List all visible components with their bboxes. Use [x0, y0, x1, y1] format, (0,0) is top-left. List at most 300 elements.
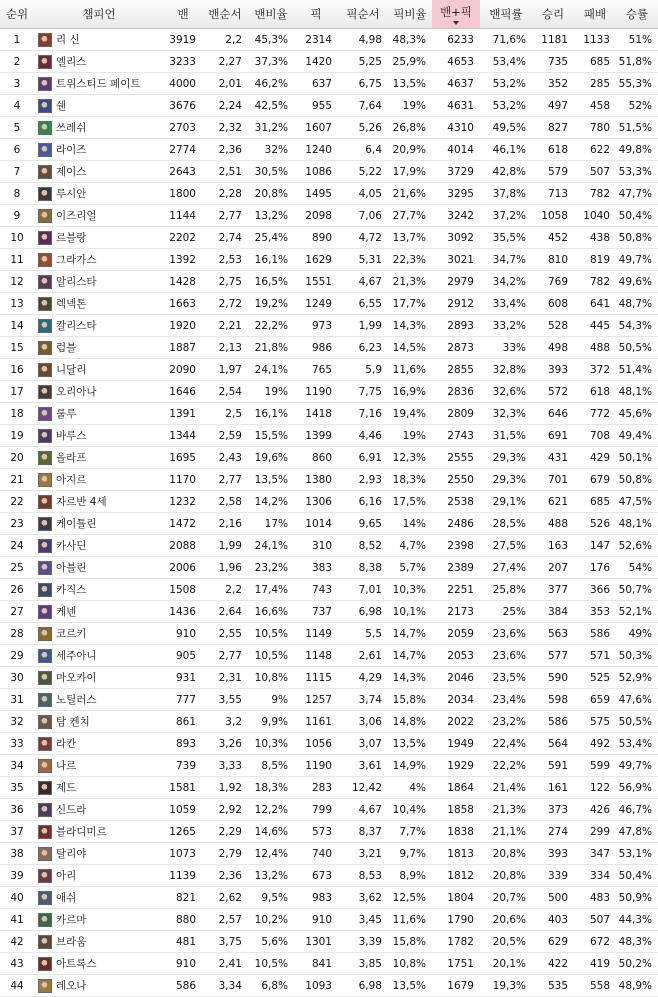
loss-cell: 782 [574, 271, 616, 293]
champion-name: 칼리스타 [56, 320, 97, 332]
champion-cell [34, 931, 164, 953]
ban-order-cell: 3,75 [202, 931, 248, 953]
ban-rate-cell: 17,4% [248, 579, 294, 601]
win-cell: 500 [532, 887, 574, 909]
rank-cell: 25 [0, 557, 34, 579]
champion-info [36, 582, 162, 597]
rank-cell: 11 [0, 249, 34, 271]
pick-cell: 910 [294, 909, 338, 931]
ban-cell: 1800 [164, 183, 202, 205]
ban-pick-rate-cell: 32,6% [480, 381, 532, 403]
champion-cell [34, 975, 164, 997]
champion-cell [34, 689, 164, 711]
champion-info [36, 274, 162, 289]
champion-info [36, 670, 162, 685]
ban-rate-cell: 46,2% [248, 73, 294, 95]
champion-cell [34, 645, 164, 667]
ban-order-cell: 2,24 [202, 95, 248, 117]
pick-order-cell: 4,98 [338, 29, 388, 51]
champion-cell [34, 535, 164, 557]
ban-pick-cell: 6233 [432, 29, 480, 51]
loss-cell: 285 [574, 73, 616, 95]
ban-cell: 905 [164, 645, 202, 667]
win-cell: 621 [532, 491, 574, 513]
pick-cell: 737 [294, 601, 338, 623]
win-cell: 701 [532, 469, 574, 491]
pick-order-cell: 3,62 [338, 887, 388, 909]
ban-pick-rate-cell: 53,2% [480, 95, 532, 117]
ban-pick-cell: 2173 [432, 601, 480, 623]
ban-pick-cell: 2486 [432, 513, 480, 535]
champion-portrait-icon [38, 627, 52, 641]
loss-cell: 672 [574, 931, 616, 953]
ban-rate-cell: 24,1% [248, 359, 294, 381]
header-pick[interactable]: 픽 [294, 0, 338, 29]
champion-info [36, 472, 162, 487]
table-row [0, 953, 658, 975]
pick-rate-cell: 26,8% [388, 117, 432, 139]
ban-order-cell: 2,74 [202, 227, 248, 249]
loss-cell: 685 [574, 51, 616, 73]
ban-order-cell: 2,62 [202, 887, 248, 909]
ban-pick-rate-cell: 29,1% [480, 491, 532, 513]
champion-cell [34, 601, 164, 623]
ban-pick-rate-cell: 34,2% [480, 271, 532, 293]
ban-pick-rate-cell: 20,7% [480, 887, 532, 909]
header-rank[interactable]: 순위 [0, 0, 34, 29]
header-win[interactable]: 승리 [532, 0, 574, 29]
pick-order-cell: 8,38 [338, 557, 388, 579]
header-loss[interactable]: 패배 [574, 0, 616, 29]
champion-name: 아리 [56, 870, 77, 882]
rank-cell: 31 [0, 689, 34, 711]
ban-cell: 893 [164, 733, 202, 755]
ban-pick-cell: 4310 [432, 117, 480, 139]
ban-rate-cell: 10,5% [248, 953, 294, 975]
champion-cell [34, 205, 164, 227]
ban-pick-cell: 2046 [432, 667, 480, 689]
champion-portrait-icon [38, 517, 52, 531]
ban-pick-rate-cell: 23,2% [480, 711, 532, 733]
ban-rate-cell: 13,2% [248, 205, 294, 227]
table-row [0, 689, 658, 711]
champion-info [36, 890, 162, 905]
pick-cell: 637 [294, 73, 338, 95]
pick-cell: 983 [294, 887, 338, 909]
champion-name: 라칸 [56, 738, 77, 750]
header-ban-rate[interactable]: 밴비율 [248, 0, 294, 29]
pick-cell: 2314 [294, 29, 338, 51]
ban-pick-cell: 1858 [432, 799, 480, 821]
pick-order-cell: 3,07 [338, 733, 388, 755]
ban-rate-cell: 12,4% [248, 843, 294, 865]
pick-cell: 1380 [294, 469, 338, 491]
ban-pick-cell: 4631 [432, 95, 480, 117]
champion-cell [34, 403, 164, 425]
win-rate-cell: 50,8% [616, 469, 658, 491]
ban-cell: 931 [164, 667, 202, 689]
champion-info [36, 824, 162, 839]
pick-rate-cell: 16,9% [388, 381, 432, 403]
pick-order-cell: 3,61 [338, 755, 388, 777]
pick-cell: 1301 [294, 931, 338, 953]
pick-cell: 1190 [294, 381, 338, 403]
win-cell: 352 [532, 73, 574, 95]
rank-cell: 8 [0, 183, 34, 205]
champion-cell [34, 667, 164, 689]
champion-portrait-icon [38, 891, 52, 905]
header-row [0, 0, 658, 29]
champion-name: 라이즈 [56, 144, 87, 156]
champion-cell [34, 711, 164, 733]
ban-pick-rate-cell: 32,8% [480, 359, 532, 381]
ban-pick-cell: 1812 [432, 865, 480, 887]
pick-cell: 1240 [294, 139, 338, 161]
champion-name: 오리아나 [56, 386, 97, 398]
win-rate-cell: 48,9% [616, 975, 658, 997]
win-rate-cell: 50,5% [616, 711, 658, 733]
win-rate-cell: 46,7% [616, 799, 658, 821]
table-row [0, 315, 658, 337]
ban-rate-cell: 21,8% [248, 337, 294, 359]
champion-portrait-icon [38, 847, 52, 861]
ban-pick-cell: 1679 [432, 975, 480, 997]
pick-cell: 1056 [294, 733, 338, 755]
pick-order-cell: 6,23 [338, 337, 388, 359]
pick-rate-cell: 17,9% [388, 161, 432, 183]
ban-cell: 1663 [164, 293, 202, 315]
header-win-rate[interactable]: 승률 [616, 0, 658, 29]
ban-order-cell: 2,77 [202, 469, 248, 491]
pick-rate-cell: 11,6% [388, 359, 432, 381]
pick-rate-cell: 19% [388, 95, 432, 117]
champion-name: 그라가스 [56, 254, 97, 266]
pick-rate-cell: 48,3% [388, 29, 432, 51]
ban-pick-cell: 2555 [432, 447, 480, 469]
pick-rate-cell: 13,5% [388, 975, 432, 997]
champion-info [36, 626, 162, 641]
table-row [0, 711, 658, 733]
win-cell: 528 [532, 315, 574, 337]
champion-portrait-icon [38, 165, 52, 179]
ban-pick-cell: 3021 [432, 249, 480, 271]
ban-rate-cell: 6,8% [248, 975, 294, 997]
table-row [0, 95, 658, 117]
ban-pick-cell: 2034 [432, 689, 480, 711]
win-rate-cell: 53,3% [616, 161, 658, 183]
champion-info [36, 846, 162, 861]
champion-portrait-icon [38, 935, 52, 949]
rank-cell: 44 [0, 975, 34, 997]
win-cell: 563 [532, 623, 574, 645]
pick-cell: 1495 [294, 183, 338, 205]
rank-cell: 21 [0, 469, 34, 491]
ban-pick-rate-cell: 53,2% [480, 73, 532, 95]
ban-cell: 4000 [164, 73, 202, 95]
ban-rate-cell: 16,1% [248, 403, 294, 425]
champion-info [36, 32, 162, 47]
header-ban-pick-rate[interactable]: 밴픽률 [480, 0, 532, 29]
champion-info [36, 450, 162, 465]
champion-cell [34, 777, 164, 799]
ban-pick-cell: 2389 [432, 557, 480, 579]
pick-cell: 1190 [294, 755, 338, 777]
champion-cell [34, 469, 164, 491]
champion-portrait-icon [38, 561, 52, 575]
header-ban[interactable]: 밴 [164, 0, 202, 29]
pick-order-cell: 3,85 [338, 953, 388, 975]
ban-rate-cell: 32% [248, 139, 294, 161]
win-rate-cell: 49% [616, 623, 658, 645]
pick-cell: 799 [294, 799, 338, 821]
ban-cell: 481 [164, 931, 202, 953]
champion-name: 이즈리얼 [56, 210, 97, 222]
ban-pick-cell: 2743 [432, 425, 480, 447]
champion-portrait-icon [38, 693, 52, 707]
pick-order-cell: 6,98 [338, 975, 388, 997]
ban-pick-rate-cell: 21,1% [480, 821, 532, 843]
champion-portrait-icon [38, 121, 52, 135]
champion-portrait-icon [38, 55, 52, 69]
ban-rate-cell: 19% [248, 381, 294, 403]
table-row [0, 733, 658, 755]
win-rate-cell: 50,5% [616, 337, 658, 359]
loss-cell: 571 [574, 645, 616, 667]
loss-cell: 782 [574, 183, 616, 205]
pick-cell: 1093 [294, 975, 338, 997]
champion-name: 마오카이 [56, 672, 97, 684]
loss-cell: 586 [574, 623, 616, 645]
pick-rate-cell: 10,8% [388, 953, 432, 975]
pick-order-cell: 5,25 [338, 51, 388, 73]
header-champion[interactable]: 챔피언 [34, 0, 164, 29]
win-cell: 691 [532, 425, 574, 447]
rank-cell: 33 [0, 733, 34, 755]
ban-cell: 1392 [164, 249, 202, 271]
pick-rate-cell: 27,7% [388, 205, 432, 227]
ban-cell: 2088 [164, 535, 202, 557]
win-rate-cell: 49,7% [616, 755, 658, 777]
rank-cell: 19 [0, 425, 34, 447]
win-cell: 422 [532, 953, 574, 975]
champion-name: 카르마 [56, 914, 87, 926]
win-rate-cell: 50,2% [616, 953, 658, 975]
ban-pick-cell: 2912 [432, 293, 480, 315]
champion-info [36, 780, 162, 795]
loss-cell: 599 [574, 755, 616, 777]
champion-portrait-icon [38, 803, 52, 817]
win-cell: 207 [532, 557, 574, 579]
header-ban-pick[interactable]: 밴+픽 [432, 0, 480, 29]
win-rate-cell: 52,6% [616, 535, 658, 557]
pick-cell: 860 [294, 447, 338, 469]
ban-cell: 1508 [164, 579, 202, 601]
pick-cell: 1306 [294, 491, 338, 513]
table-row [0, 755, 658, 777]
ban-pick-cell: 2873 [432, 337, 480, 359]
table-row [0, 535, 658, 557]
champion-portrait-icon [38, 715, 52, 729]
ban-pick-rate-cell: 42,8% [480, 161, 532, 183]
champion-info [36, 516, 162, 531]
pick-order-cell: 7,06 [338, 205, 388, 227]
ban-order-cell: 3,2 [202, 711, 248, 733]
rank-cell: 16 [0, 359, 34, 381]
champion-name: 쓰레쉬 [56, 122, 87, 134]
win-rate-cell: 56,9% [616, 777, 658, 799]
win-cell: 498 [532, 337, 574, 359]
win-rate-cell: 49,7% [616, 249, 658, 271]
table-row [0, 161, 658, 183]
champion-cell [34, 227, 164, 249]
pick-rate-cell: 13,5% [388, 733, 432, 755]
win-rate-cell: 50,1% [616, 447, 658, 469]
ban-cell: 1646 [164, 381, 202, 403]
win-rate-cell: 53,4% [616, 733, 658, 755]
pick-rate-cell: 14,7% [388, 623, 432, 645]
pick-cell: 1399 [294, 425, 338, 447]
ban-pick-cell: 1751 [432, 953, 480, 975]
win-cell: 577 [532, 645, 574, 667]
ban-order-cell: 2,16 [202, 513, 248, 535]
ban-rate-cell: 10,5% [248, 645, 294, 667]
ban-order-cell: 2,77 [202, 645, 248, 667]
win-rate-cell: 50,7% [616, 579, 658, 601]
champion-cell [34, 953, 164, 975]
champion-cell [34, 557, 164, 579]
champion-cell [34, 733, 164, 755]
champion-cell [34, 425, 164, 447]
table-row [0, 777, 658, 799]
champion-info [36, 956, 162, 971]
champion-info [36, 494, 162, 509]
champion-cell [34, 447, 164, 469]
header-ban-order[interactable]: 밴순서 [202, 0, 248, 29]
table-row [0, 469, 658, 491]
loss-cell: 334 [574, 865, 616, 887]
ban-rate-cell: 9,9% [248, 711, 294, 733]
loss-cell: 147 [574, 535, 616, 557]
ban-pick-rate-cell: 27,5% [480, 535, 532, 557]
champion-portrait-icon [38, 297, 52, 311]
pick-cell: 973 [294, 315, 338, 337]
ban-order-cell: 1,99 [202, 535, 248, 557]
champion-portrait-icon [38, 979, 52, 993]
win-cell: 591 [532, 755, 574, 777]
rank-cell: 29 [0, 645, 34, 667]
ban-pick-rate-cell: 71,6% [480, 29, 532, 51]
rank-cell: 40 [0, 887, 34, 909]
rank-cell: 20 [0, 447, 34, 469]
champion-name: 탐 켄치 [56, 716, 90, 728]
champion-portrait-icon [38, 407, 52, 421]
pick-cell: 765 [294, 359, 338, 381]
champion-cell [34, 513, 164, 535]
ban-pick-cell: 1790 [432, 909, 480, 931]
ban-rate-cell: 14,6% [248, 821, 294, 843]
pick-order-cell: 2,61 [338, 645, 388, 667]
rank-cell: 38 [0, 843, 34, 865]
pick-order-cell: 3,21 [338, 843, 388, 865]
champion-name: 알리스타 [56, 276, 97, 288]
pick-rate-cell: 14,7% [388, 645, 432, 667]
pick-rate-cell: 11,6% [388, 909, 432, 931]
ban-order-cell: 2,59 [202, 425, 248, 447]
champion-info [36, 758, 162, 773]
champion-name: 블라디미르 [56, 826, 107, 838]
rank-cell: 12 [0, 271, 34, 293]
ban-cell: 1265 [164, 821, 202, 843]
champion-portrait-icon [38, 231, 52, 245]
pick-order-cell: 5,26 [338, 117, 388, 139]
pick-order-cell: 5,5 [338, 623, 388, 645]
rank-cell: 1 [0, 29, 34, 51]
ban-rate-cell: 16,6% [248, 601, 294, 623]
ban-cell: 910 [164, 623, 202, 645]
champion-portrait-icon [38, 253, 52, 267]
ban-order-cell: 2,53 [202, 249, 248, 271]
ban-pick-rate-cell: 20,8% [480, 843, 532, 865]
pick-order-cell: 5,22 [338, 161, 388, 183]
pick-cell: 1148 [294, 645, 338, 667]
ban-rate-cell: 17% [248, 513, 294, 535]
ban-pick-rate-cell: 20,1% [480, 953, 532, 975]
ban-pick-cell: 1929 [432, 755, 480, 777]
champion-info [36, 208, 162, 223]
ban-pick-rate-cell: 23,6% [480, 623, 532, 645]
champion-portrait-icon [38, 99, 52, 113]
loss-cell: 618 [574, 381, 616, 403]
champion-cell [34, 29, 164, 51]
header-pick-rate[interactable]: 픽비율 [388, 0, 432, 29]
win-cell: 431 [532, 447, 574, 469]
win-cell: 403 [532, 909, 574, 931]
pick-rate-cell: 7,7% [388, 821, 432, 843]
pick-rate-cell: 13,7% [388, 227, 432, 249]
pick-rate-cell: 8,9% [388, 865, 432, 887]
pick-cell: 1161 [294, 711, 338, 733]
header-pick-order[interactable]: 픽순서 [338, 0, 388, 29]
ban-rate-cell: 9,5% [248, 887, 294, 909]
pick-cell: 1149 [294, 623, 338, 645]
win-cell: 827 [532, 117, 574, 139]
loss-cell: 438 [574, 227, 616, 249]
win-rate-cell: 50,9% [616, 887, 658, 909]
loss-cell: 685 [574, 491, 616, 513]
pick-rate-cell: 10,4% [388, 799, 432, 821]
ban-rate-cell: 37,3% [248, 51, 294, 73]
win-cell: 590 [532, 667, 574, 689]
table-row [0, 645, 658, 667]
pick-order-cell: 6,75 [338, 73, 388, 95]
win-rate-cell: 52,9% [616, 667, 658, 689]
rank-cell: 6 [0, 139, 34, 161]
pick-cell: 1551 [294, 271, 338, 293]
champion-cell [34, 821, 164, 843]
ban-pick-cell: 3729 [432, 161, 480, 183]
ban-order-cell: 2,13 [202, 337, 248, 359]
win-rate-cell: 50,4% [616, 205, 658, 227]
rank-cell: 34 [0, 755, 34, 777]
ban-order-cell: 2,58 [202, 491, 248, 513]
ban-order-cell: 1,96 [202, 557, 248, 579]
pick-order-cell: 5,31 [338, 249, 388, 271]
win-rate-cell: 51,4% [616, 359, 658, 381]
table-row [0, 909, 658, 931]
champion-cell [34, 139, 164, 161]
champion-info [36, 934, 162, 949]
ban-pick-cell: 2538 [432, 491, 480, 513]
